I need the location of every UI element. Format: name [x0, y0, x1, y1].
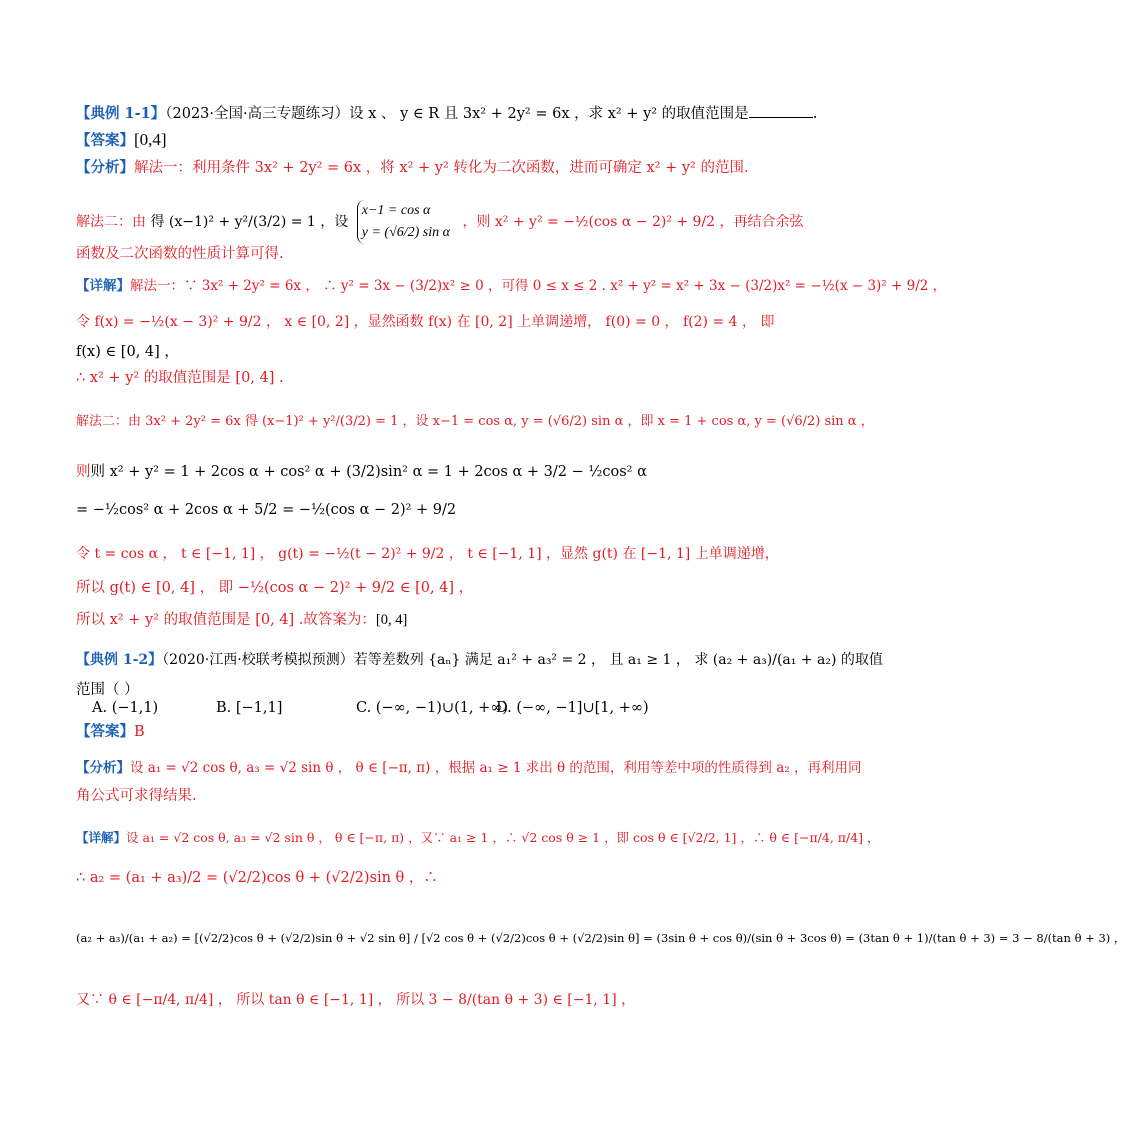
ex1-detail-line10 — [76, 610, 407, 630]
ex1-analysis-line3 — [76, 244, 284, 264]
ex2-detail-line1 — [76, 828, 880, 848]
ex2-question2: 范围（ ） — [76, 682, 139, 698]
ex1-detail3: f(x) ∈ [0, 4] ， — [76, 344, 179, 360]
ex1-detail-line2 — [76, 312, 774, 332]
ex1-param-system: x−1 = cos α y = (√6/2) sin α — [357, 200, 454, 244]
ex2-detail1: 设 a₁ = √2 cos θ, a₃ = √2 sin θ ， θ ∈ [−π, π) ，又∵ a₁ ≥ 1 ，∴ √2 cos θ ≥ 1 ，即 cos θ ∈ [√2/2, 1] ，∴ θ ∈ [−π/4, π/4] ， — [126, 830, 880, 845]
ex2-question-line — [76, 650, 883, 670]
ex2-detail2: ∴ a₂ = (a₁ + a₃)/2 = (√2/2)cos θ + (√2/2)sin θ ，∴ — [76, 870, 438, 886]
ex2-detail-tag: 【详解】 — [76, 830, 127, 845]
ex2-tag: 【典例 1-2】 — [76, 652, 163, 668]
ex2-question: 若等差数列 {aₙ} 满足 a₁² + a₃² = 2 ， 且 a₁ ≥ 1 ， 求 (a₂ + a₃)/(a₁ + a₂) 的取值 — [353, 652, 883, 668]
ex1-analysis-line1 — [76, 158, 749, 178]
ex1-analysis-tag: 【分析】 — [76, 159, 134, 176]
ex1-detail-line6: 则则 x² + y² = 1 + 2cos α + cos² α + (3/2)sin² α = 1 + 2cos α + 3/2 − ½cos² α — [76, 464, 647, 480]
ex1-question-line: 【典例 1-1】（2023·全国·高三专题练习）设 x 、 y ∈ R 且 3x² + 2y² = 6x ，求 x² + y² 的取值范围是 . — [76, 105, 818, 122]
ex2-analysis1: 设 a₁ = √2 cos θ, a₃ = √2 sin θ ， θ ∈ [−π, π) ，根据 a₁ ≥ 1 求出 θ 的范围，利用等差中项的性质得到 a₂ ，再利用同 — [130, 760, 862, 776]
ex2-analysis-line2 — [76, 786, 197, 806]
ex2-analysis-line1 — [76, 758, 861, 778]
ex1-answer-tag: 【答案】 — [76, 132, 134, 149]
ex2-detail4: 又∵ θ ∈ [−π/4, π/4] ， 所以 tan θ ∈ [−1, 1] ， 所以 3 − 8/(tan θ + 3) ∈ [−1, 1] ， — [76, 992, 636, 1008]
ex1-detail1: 解法一：∵ 3x² + 2y² = 6x ， ∴ y² = 3x − (3/2)x² ≥ 0 ，可得 0 ≤ x ≤ 2 . x² + y² = x² + 3x − (3/2)x² = −½(x − 3)² + 9/2 ， — [130, 278, 947, 294]
ex1-detail9: 所以 g(t) ∈ [0, 4] ， 即 −½(cos α − 2)² + 9/2 ∈ [0, 4] ， — [76, 580, 474, 596]
ex2-option-b: B. [−1,1] — [216, 700, 283, 716]
ex2-option-d: D. (−∞, −1]∪[1, +∞) — [496, 700, 649, 716]
ex1-detail6: 则 x² + y² = 1 + 2cos α + cos² α + (3/2)sin² α = 1 + 2cos α + 3/2 − ½cos² α — [90, 464, 647, 480]
ex2-option-c: C. (−∞, −1)∪(1, +∞) — [356, 700, 509, 716]
ex2-detail-line3 — [76, 928, 1125, 948]
ex2-source: （2020·江西·校联考模拟预测） — [162, 652, 354, 668]
ex1-analysis2c: ，则 x² + y² = −½(cos α − 2)² + 9/2 ，再结合余弦 — [462, 214, 804, 230]
ex1-answer-line — [76, 130, 167, 151]
ex2-answer-line — [76, 722, 145, 742]
ex2-detail-line2 — [76, 868, 438, 888]
ex1-detail-tag: 【详解】 — [76, 278, 130, 294]
ex2-option-a: A. (−1,1) — [92, 700, 159, 716]
ex2-options — [92, 698, 649, 718]
ex1-question: 设 x 、 y ∈ R 且 3x² + 2y² = 6x ，求 x² + y² 的取值范围是 — [349, 106, 749, 122]
ex1-answer-blank — [749, 117, 813, 118]
ex1-analysis2d: 函数及二次函数的性质计算可得. — [76, 246, 284, 262]
ex1-detail-line8 — [76, 544, 779, 564]
ex2-analysis2: 角公式可求得结果. — [76, 788, 197, 804]
ex2-answer: B — [134, 724, 145, 740]
ex1-analysis2a: 解法二：由 — [76, 214, 146, 230]
ex1-answer: [0,4] — [134, 130, 167, 149]
ex1-tag: 【典例 1-1】 — [76, 105, 166, 122]
ex2-detail3: (a₂ + a₃)/(a₁ + a₂) = [(√2/2)cos θ + (√2/2)sin θ + √2 sin θ] / [√2 cos θ + (√2/2)cos θ + (√2/2)sin θ] = (3sin θ + cos θ)/(sin θ + 3cos θ) = (3tan θ + 1)/(tan θ + 3) = 3 − 8/(tan θ + 3) ， — [76, 931, 1125, 945]
ex1-detail-line3 — [76, 342, 179, 362]
ex2-question-line2 — [76, 680, 139, 700]
ex1-analysis1: 解法一：利用条件 3x² + 2y² = 6x ，将 x² + y² 转化为二次函数，进而可确定 x² + y² 的范围. — [134, 160, 749, 176]
ex2-analysis-tag: 【分析】 — [76, 760, 130, 776]
ex1-analysis2b: 得 (x−1)² + y²/(3/2) = 1 ，设 — [150, 214, 349, 230]
ex1-detail2: 令 f(x) = −½(x − 3)² + 9/2 ， x ∈ [0, 2] ，显然函数 f(x) 在 [0, 2] 上单调递增， f(0) = 0 ， f(2) = 4 ， 即 — [76, 314, 775, 330]
ex1-detail-line4 — [76, 368, 284, 388]
ex1-detail10a: 所以 x² + y² 的取值范围是 [0, 4] .故答案为： — [76, 612, 376, 628]
ex1-detail8: 令 t = cos α ， t ∈ [−1, 1] ， g(t) = −½(t − 2)² + 9/2 ， t ∈ [−1, 1] ，显然 g(t) 在 [−1, 1] 上单调递增， — [76, 546, 779, 562]
ex1-detail-line9 — [76, 578, 473, 598]
ex1-detail-line1 — [76, 276, 946, 296]
ex2-answer-tag: 【答案】 — [76, 723, 134, 740]
ex1-detail7: = −½cos² α + 2cos α + 5/2 = −½(cos α − 2)² + 9/2 — [76, 502, 457, 518]
ex1-source: （2023·全国·高三专题练习） — [165, 106, 350, 122]
ex2-detail-line4 — [76, 990, 635, 1010]
ex1-detail5: 解法二：由 3x² + 2y² = 6x 得 (x−1)² + y²/(3/2) = 1 ，设 x−1 = cos α, y = (√6/2) sin α ，即 x = 1 + cos α, y = (√6/2) sin α ， — [76, 414, 874, 429]
ex1-detail4: ∴ x² + y² 的取值范围是 [0, 4] . — [76, 370, 284, 386]
ex1-detail-line5 — [76, 412, 874, 432]
ex1-final-answer: [0, 4] — [375, 612, 408, 628]
ex1-detail-line7 — [76, 500, 456, 520]
ex1-analysis-line2 — [76, 200, 804, 244]
